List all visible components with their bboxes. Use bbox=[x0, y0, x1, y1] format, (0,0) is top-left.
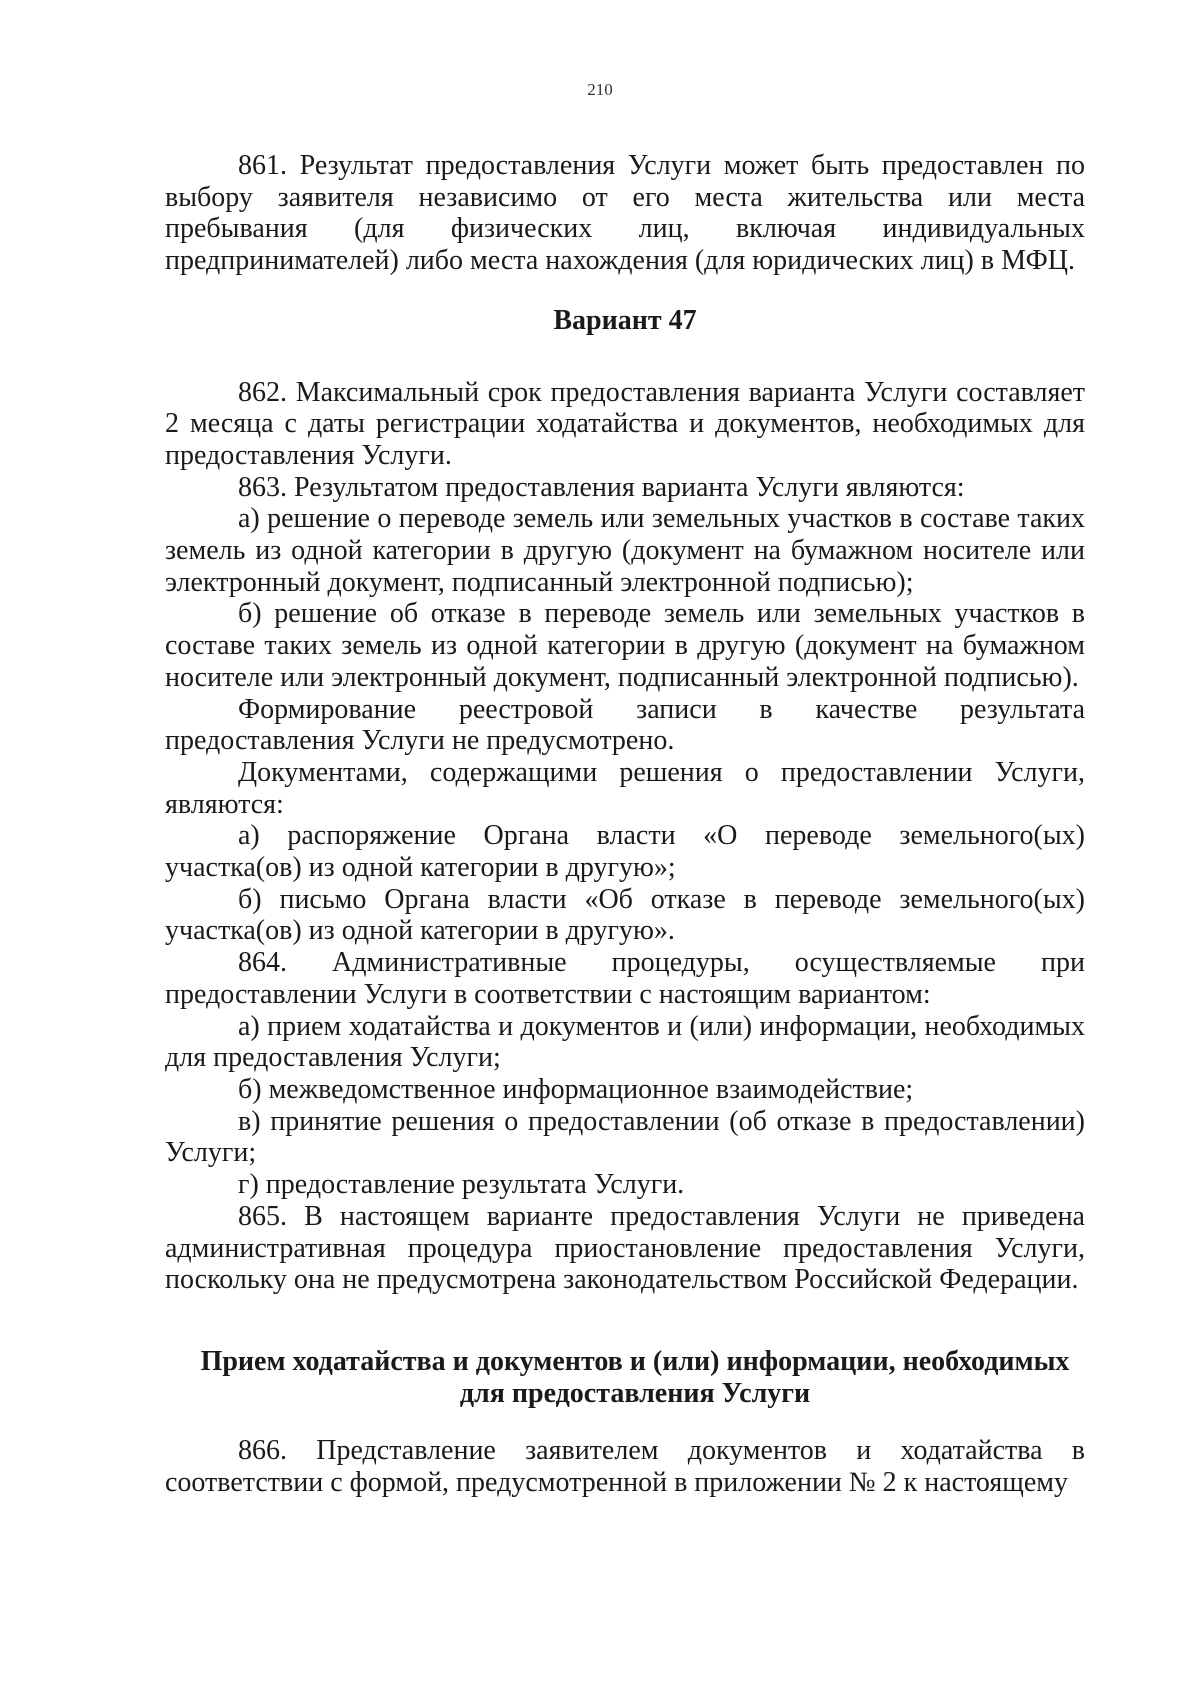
paragraph-decision-documents: Документами, содержащими решения о предоставлении Услуги, являются: bbox=[165, 756, 1085, 820]
document-body bbox=[165, 150, 1085, 1499]
section-heading bbox=[165, 1346, 1085, 1409]
section-heading-line-1: Прием ходатайства и документов и (или) информации, необходимых bbox=[200, 1345, 1070, 1377]
list-item-864-a: а) прием ходатайства и документов и (или) информации, необходимых для предоставления Услуги; bbox=[165, 1010, 1085, 1074]
list-item-863-a: а) решение о переводе земель или земельных участков в составе таких земель из одной категории в другую (документ на бумажном носителе или электронный документ, подписанный электронной подписью); bbox=[165, 503, 1085, 598]
paragraph-865: 865. В настоящем варианте предоставления Услуги не приведена административная процедура приостановление предоставления Услуги, поскольку она не предусмотрена законодательством Российской Федерации. bbox=[165, 1200, 1085, 1296]
paragraph-864: 864. Административные процедуры, осуществляемые при предоставлении Услуги в соответствии с настоящим вариантом: bbox=[165, 947, 1085, 1010]
list-item-864-c: в) принятие решения о предоставлении (об отказе в предоставлении) Услуги; bbox=[165, 1105, 1085, 1169]
variant-heading: Вариант 47 bbox=[553, 304, 697, 336]
list-item-documents-b: б) письмо Органа власти «Об отказе в переводе земельного(ых) участка(ов) из одной категории в другую». bbox=[165, 883, 1085, 947]
page-number: 210 bbox=[587, 80, 613, 99]
list-item-863-b: б) решение об отказе в переводе земель или земельных участков в составе таких земель из одной категории в другую (документ на бумажном носителе или электронный документ, подписанный электронной подписью). bbox=[165, 598, 1085, 693]
list-item-864-b: б) межведомственное информационное взаимодействие; bbox=[238, 1073, 914, 1105]
list-item-864-d: г) предоставление результата Услуги. bbox=[238, 1169, 685, 1201]
paragraph-861: 861. Результат предоставления Услуги может быть предоставлен по выбору заявителя независимо от его места жительства или места пребывания (для физических лиц, включая индивидуальных предпринимателей) либо места нахождения (для юридических лиц) в МФЦ. bbox=[165, 150, 1085, 277]
paragraph-863: 863. Результатом предоставления варианта Услуги являются: bbox=[238, 471, 965, 503]
section-heading-line-2: для предоставления Услуги bbox=[459, 1377, 811, 1409]
paragraph-registry-record: Формирование реестровой записи в качестве результата предоставления Услуги не предусмотрено. bbox=[165, 693, 1085, 757]
list-item-documents-a: а) распоряжение Органа власти «О переводе земельного(ых) участка(ов) из одной категории в другую»; bbox=[165, 820, 1085, 884]
paragraph-862: 862. Максимальный срок предоставления варианта Услуги составляет 2 месяца с даты регистрации ходатайства и документов, необходимых для предоставления Услуги. bbox=[165, 376, 1085, 471]
paragraph-866: 866. Представление заявителем документов и ходатайства в соответствии с формой, предусмотренной в приложении № 2 к настоящему bbox=[165, 1435, 1085, 1499]
